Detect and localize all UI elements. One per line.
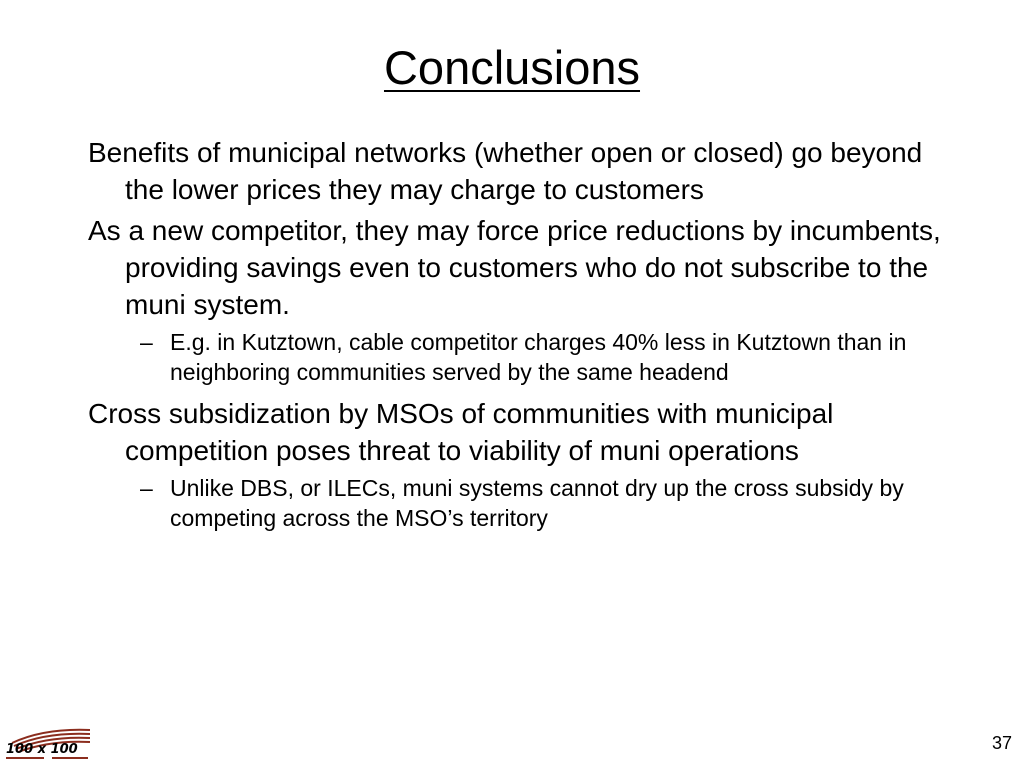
logo-text: 100 x 100 <box>6 742 78 757</box>
bullet-new-competitor: As a new competitor, they may force price reductions by incumbents, providing savings even to customers who do not subscribe to the muni system. <box>88 215 941 320</box>
sub-bullet-kutztown-text: E.g. in Kutztown, cable competitor charges 40% less in Kutztown than in neighboring communities served by the same headend <box>170 329 907 385</box>
logo-100x100 <box>4 726 90 762</box>
logo-100x100-icon <box>4 726 90 762</box>
dash-marker: – <box>140 329 153 355</box>
sub-bullet-kutztown <box>140 327 948 387</box>
bullet-cross-subsidization: Cross subsidization by MSOs of communities with municipal competition poses threat to viability of muni operations <box>88 398 834 466</box>
dash-marker: – <box>140 475 153 501</box>
slide-title <box>0 38 1024 98</box>
slide-title-text: Conclusions <box>383 41 641 94</box>
slide-body <box>88 134 948 541</box>
sub-bullet-dbs-ilecs-text: Unlike DBS, or ILECs, muni systems cannot dry up the cross subsidy by competing across the MSO’s territory <box>170 475 904 531</box>
bullet-municipal-benefits: Benefits of municipal networks (whether open or closed) go beyond the lower prices they may charge to customers <box>88 137 923 205</box>
page-number: 37 <box>991 733 1012 753</box>
sub-bullet-dbs-ilecs <box>140 473 948 533</box>
